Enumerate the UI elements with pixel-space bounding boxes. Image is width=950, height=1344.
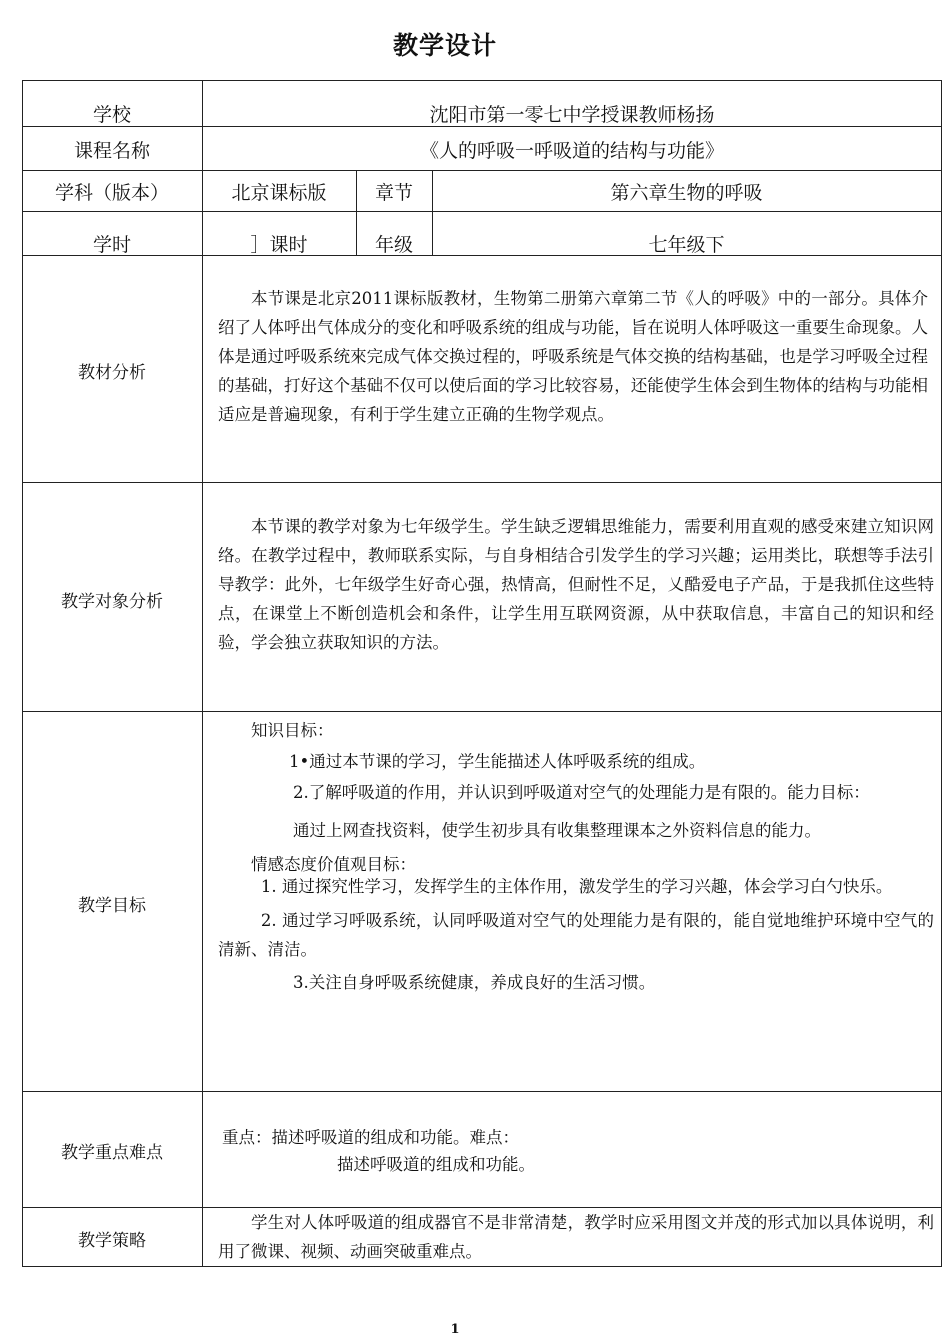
emotion-goal-2: 2. 通过学习呼吸系统，认同呼吸道对空气的处理能力是有限的，能自觉地维护环境中空气的清新、清洁。 — [218, 911, 934, 959]
strategy-label: 教学策略 — [78, 1231, 146, 1251]
hours-value: ］课时 — [250, 234, 308, 256]
page-number: 1 — [450, 1322, 460, 1337]
course-label: 课程名称 — [73, 140, 150, 162]
material-text: 本节课是北京2011课标版教材，生物第二册第六章第二节《人的呼吸》中的一部分。具体介绍了人体呼出气体成分的变化和呼吸系统的组成与功能，旨在说明人体呼吸这一重要生命现象。人体是通过呼吸系统來完成气体交换过程的，呼吸系统是气体交换的结构基础，也是学习呼吸全过程的基础，打好这个基础不仅可以使后面的学习比较容易，还能使学生体会到生物体的结构与功能相适应是普遍现象，有利于学生建立正确的生物学观点。 — [218, 289, 928, 424]
goals-label: 教学目标 — [78, 896, 146, 916]
goals-content — [218, 716, 934, 997]
keypoints-content — [222, 1124, 922, 1178]
chapter-value: 第六章生物的呼吸 — [610, 182, 763, 204]
strategy-text: 学生对人体呼吸道的组成器官不是非常清楚，教学时应采用图文并茂的形式加以具体说明，利用了微课、视频、动画突破重难点。 — [218, 1213, 934, 1261]
keypoints-label: 教学重点难点 — [61, 1143, 163, 1163]
subject-value: 北京课标版 — [231, 182, 327, 204]
keypoints-line-1: 重点：描述呼吸道的组成和功能。难点： — [222, 1128, 519, 1147]
subject-label: 学科（版本） — [54, 182, 169, 204]
knowledge-goal-1: 1•通过本节课的学习，学生能描述人体呼吸系统的组成。 — [289, 752, 706, 771]
course-value: 《人的呼吸一呼吸道的结构与功能》 — [419, 140, 724, 162]
document-title: 教学设计 — [392, 31, 497, 60]
emotion-goal-3: 3.关注自身呼吸系统健康，养成良好的生活习惯。 — [293, 973, 656, 992]
hours-label: 学时 — [92, 234, 131, 256]
school-value: 沈阳市第一零七中学授课教师杨扬 — [429, 104, 715, 126]
emotion-heading: 情感态度价值观目标： — [251, 855, 416, 874]
students-text: 本节课的教学对象为七年级学生。学生缺乏逻辑思维能力，需要利用直观的感受來建立知识网络。在教学过程中，教师联系实际，与自身相结合引发学生的学习兴趣；运用类比，联想等手法引导教学：此外，七年级学生好奇心强，热情高，但耐性不足，乂酷爱电子产品，于是我抓住这些特点，在课堂上不断创造机会和条件，让学生用互联网资源，从中获取信息，丰富自己的知识和经验，学会独立获取知识的方法。 — [218, 517, 934, 652]
knowledge-goal-2: 2.了解呼吸道的作用，并认识到呼吸道对空气的处理能力是有限的。能力目标： — [293, 783, 870, 802]
emotion-goal-1: 1. 通过探究性学习，发挥学生的主体作用，激发学生的学习兴趣，体会学习白勺快乐。 — [260, 877, 893, 896]
chapter-label: 章节 — [374, 182, 413, 204]
knowledge-heading: 知识目标： — [251, 721, 334, 740]
keypoints-line-2: 描述呼吸道的组成和功能。 — [337, 1155, 535, 1174]
ability-goal: 通过上网查找资料，使学生初步具有收集整理课本之外资料信息的能力。 — [293, 821, 821, 840]
grade-label: 年级 — [374, 234, 413, 256]
school-label: 学校 — [92, 104, 131, 126]
material-label: 教材分析 — [78, 363, 146, 383]
grade-value: 七年级下 — [648, 234, 725, 256]
students-label: 教学对象分析 — [61, 592, 163, 612]
